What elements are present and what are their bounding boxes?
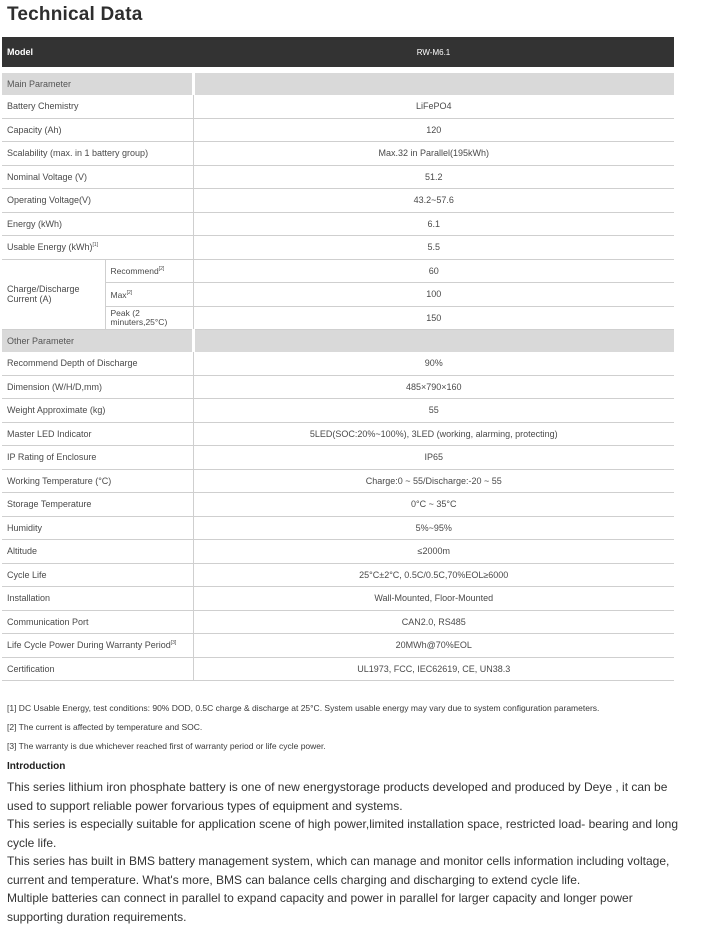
row-value: 90% <box>193 352 674 375</box>
table-row <box>2 516 674 540</box>
row-label: Energy (kWh) <box>2 212 193 236</box>
intro-paragraph: This series lithium iron phosphate battery is one of new energystorage products developed and produced by Deye , it can be used to support reliable power forvarious types of equipment and systems. <box>7 780 668 813</box>
row-value: LiFePO4 <box>193 95 674 118</box>
table-row <box>2 563 674 587</box>
table-row <box>2 446 674 470</box>
row-value: 55 <box>193 399 674 423</box>
table-row <box>2 375 674 399</box>
model-value: RW-M6.1 <box>193 37 674 67</box>
row-label: Max <box>110 289 127 300</box>
row-label: Capacity (Ah) <box>2 118 193 142</box>
row-label: Communication Port <box>2 610 193 634</box>
row-value: ≤2000m <box>193 540 674 564</box>
row-label: Life Cycle Power During Warranty Period <box>7 640 171 651</box>
intro-heading: Introduction <box>7 761 66 772</box>
row-value: 6.1 <box>193 212 674 236</box>
technical-data-table <box>2 37 674 681</box>
row-label: IP Rating of Enclosure <box>2 446 193 470</box>
table-row <box>2 95 674 118</box>
footnote-mark: [1] <box>92 242 99 249</box>
row-value: 5.5 <box>193 236 674 260</box>
row-label: Recommend Depth of Discharge <box>2 352 193 375</box>
row-value: 485×790×160 <box>193 375 674 399</box>
table-row <box>2 469 674 493</box>
table-row <box>2 399 674 423</box>
intro-body <box>7 778 687 926</box>
row-label: Humidity <box>2 516 193 540</box>
footnote-mark: [2] <box>158 266 165 273</box>
section-header-main <box>2 73 674 95</box>
intro-paragraph: Multiple batteries can connect in parallel to expand capacity and power in parallel for larger capacity and longer power supporting duration requirements. <box>7 891 633 924</box>
row-label: Installation <box>2 587 193 611</box>
row-label: Dimension (W/H/D,mm) <box>2 375 193 399</box>
row-value: 5%~95% <box>193 516 674 540</box>
row-value: Wall-Mounted, Floor-Mounted <box>193 587 674 611</box>
page-title: Technical Data <box>7 4 143 25</box>
section-header-other <box>2 330 674 353</box>
row-label: Recommend <box>110 266 159 277</box>
row-value: 5LED(SOC:20%~100%), 3LED (working, alarming, protecting) <box>193 422 674 446</box>
row-value: 60 <box>193 259 674 283</box>
table-row <box>2 165 674 189</box>
footnote: [3] The warranty is due whichever reached first of warranty period or life cycle power. <box>7 741 326 751</box>
row-label: Cycle Life <box>2 563 193 587</box>
table-row <box>2 657 674 681</box>
row-label: Operating Voltage(V) <box>2 189 193 213</box>
row-label: Nominal Voltage (V) <box>2 165 193 189</box>
row-value: Max.32 in Parallel(195kWh) <box>193 142 674 166</box>
row-label: Master LED Indicator <box>2 422 193 446</box>
intro-paragraph: This series has built in BMS battery management system, which can manage and monitor cells information including voltage, current and temperature. What's more, BMS can balance cells charging and discharging to extend cycle life. <box>7 854 670 887</box>
table-row <box>2 189 674 213</box>
row-value: CAN2.0, RS485 <box>193 610 674 634</box>
table-row <box>2 352 674 375</box>
footnote-mark: [2] <box>126 289 133 296</box>
row-value: 0°C ~ 35°C <box>193 493 674 517</box>
table-row <box>2 118 674 142</box>
table-row <box>2 259 674 283</box>
table-row <box>2 422 674 446</box>
table-row <box>2 587 674 611</box>
row-value: 20MWh@70%EOL <box>193 634 674 658</box>
row-label: Battery Chemistry <box>2 95 193 118</box>
row-value: 51.2 <box>193 165 674 189</box>
row-label: Storage Temperature <box>2 493 193 517</box>
row-label: Scalability (max. in 1 battery group) <box>2 142 193 166</box>
row-value: 100 <box>193 283 674 307</box>
row-value: 120 <box>193 118 674 142</box>
row-value: IP65 <box>193 446 674 470</box>
footnote-mark: [3] <box>170 640 177 647</box>
charge-group-label: Charge/Discharge Current (A) <box>2 259 105 330</box>
table-row <box>2 540 674 564</box>
row-value: 25°C±2°C, 0.5C/0.5C,70%EOL≥6000 <box>193 563 674 587</box>
row-label: Usable Energy (kWh) <box>7 242 93 253</box>
row-value: 150 <box>193 306 674 330</box>
row-value: UL1973, FCC, IEC62619, CE, UN38.3 <box>193 657 674 681</box>
section-title: Main Parameter <box>2 73 193 95</box>
table-row <box>2 493 674 517</box>
row-label: Weight Approximate (kg) <box>2 399 193 423</box>
table-row <box>2 634 674 658</box>
model-label: Model <box>2 37 193 67</box>
section-title: Other Parameter <box>2 330 193 353</box>
footnote: [1] DC Usable Energy, test conditions: 90% DOD, 0.5C charge & discharge at 25°C. System usable energy may vary due to system configuration parameters. <box>7 703 600 713</box>
row-label: Working Temperature (°C) <box>2 469 193 493</box>
table-row <box>2 142 674 166</box>
footnotes <box>7 701 697 758</box>
row-label: Altitude <box>2 540 193 564</box>
table-row <box>2 236 674 260</box>
intro-paragraph: This series is especially suitable for application scene of high power,limited installation space, restricted load- bearing and long cycle life. <box>7 817 679 850</box>
model-row <box>2 37 674 67</box>
row-label: Peak (2 minuters,25°C) <box>105 306 193 330</box>
row-value: Charge:0 ~ 55/Discharge:-20 ~ 55 <box>193 469 674 493</box>
footnote: [2] The current is affected by temperature and SOC. <box>7 722 203 732</box>
row-value: 43.2~57.6 <box>193 189 674 213</box>
row-label: Certification <box>2 657 193 681</box>
table-row <box>2 610 674 634</box>
table-row <box>2 212 674 236</box>
